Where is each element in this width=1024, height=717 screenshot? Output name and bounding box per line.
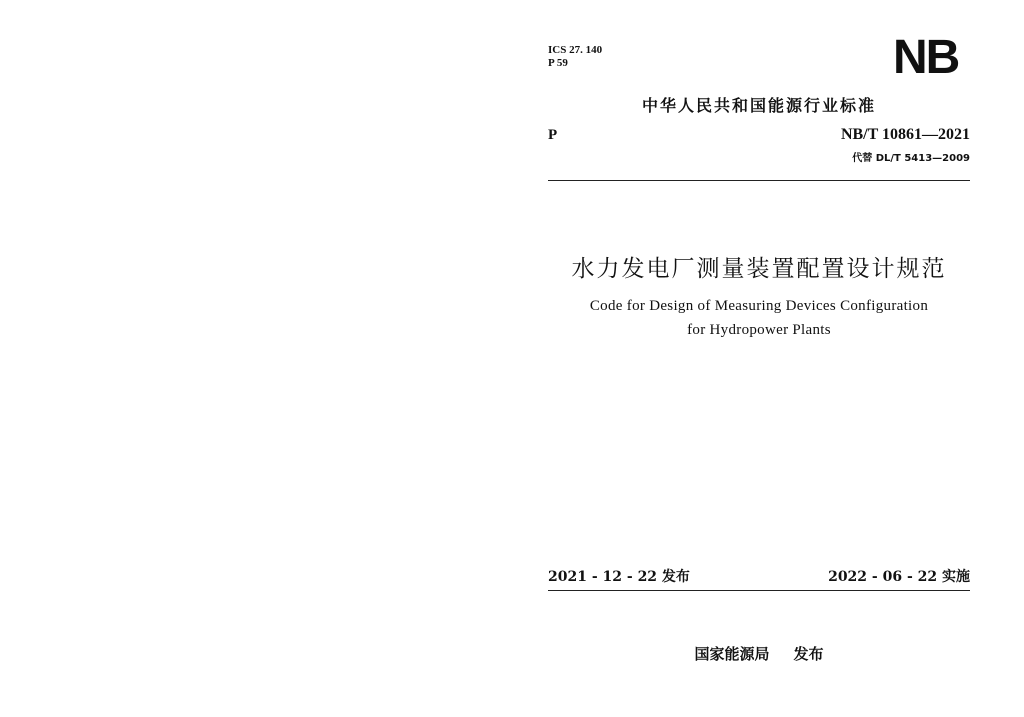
classification-letter: P <box>548 127 558 143</box>
document-title-english <box>548 294 970 342</box>
publish-label: 发布 <box>793 645 824 663</box>
title-english-line-1: Code for Design of Measuring Devices Configuration <box>589 298 929 314</box>
document-title-chinese: 水力发电厂测量装置配置设计规范 <box>571 256 947 282</box>
classification-codes <box>548 44 602 70</box>
header-divider <box>548 180 970 181</box>
ics-code: ICS 27. 140 <box>548 44 603 56</box>
implementation-date: 2022 - 06 - 22 实施 <box>828 569 970 585</box>
issue-date: 2021 - 12 - 22 发布 <box>548 569 690 585</box>
publisher-line <box>548 643 970 664</box>
ccs-code: P 59 <box>548 57 568 69</box>
replaces-standard: 代替 DL/T 5413—2009 <box>852 153 970 164</box>
title-english-line-2: for Hydropower Plants <box>687 322 831 338</box>
issuing-standard-body: 中华人民共和国能源行业标准 <box>641 96 876 115</box>
publisher-name: 国家能源局 <box>694 645 770 663</box>
nb-logo: NB <box>893 31 959 84</box>
standard-number: NB/T 10861—2021 <box>840 126 970 143</box>
footer-divider <box>548 590 970 591</box>
